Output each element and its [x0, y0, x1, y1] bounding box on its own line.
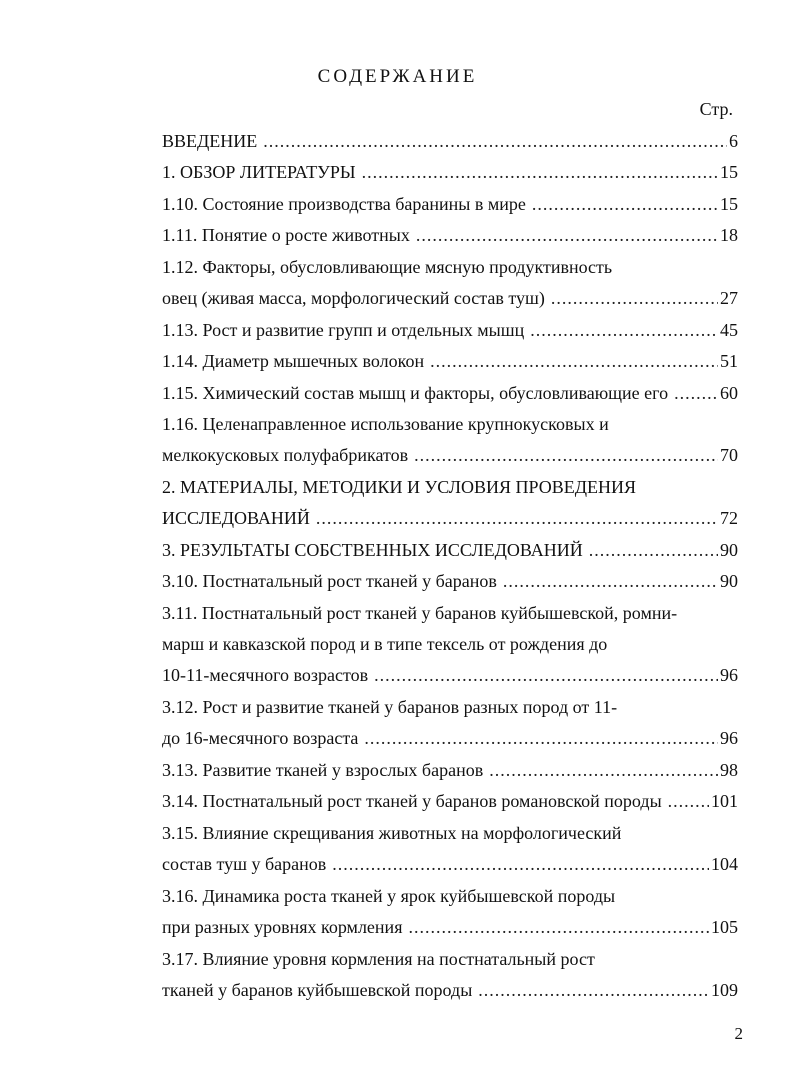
toc-entry-text: 3.13. Развитие тканей у взрослых баранов: [162, 760, 484, 780]
toc-entry-text: овец (живая масса, морфологический состав туш): [162, 288, 545, 308]
toc-entry-text: тканей у баранов куйбышевской породы: [162, 980, 473, 1000]
toc-entry-text: 3.12. Рост и развитие тканей у баранов разных пород от 11-: [162, 697, 618, 717]
page-title: СОДЕРЖАНИЕ: [317, 66, 478, 87]
toc-entry-page: 90: [720, 540, 738, 560]
toc-entry-text: мелкокусковых полуфабрикатов: [162, 445, 409, 465]
toc-entry-page: 109: [711, 980, 738, 1000]
toc-entry: [162, 600, 677, 626]
toc-entry: [162, 946, 595, 972]
toc-entry-page: 6: [729, 131, 738, 151]
toc-entry: [162, 694, 617, 720]
toc-leader-dots: [532, 191, 718, 217]
toc-leader-dots: [316, 505, 718, 531]
toc-entry-text: при разных уровнях кормления: [162, 917, 403, 937]
toc-entry-text: до 16-месячного возраста: [162, 728, 359, 748]
page-number: 2: [734, 1024, 743, 1043]
toc-entry: [162, 757, 738, 783]
toc-entry: [162, 474, 636, 500]
toc-leader-dots: [589, 537, 718, 563]
toc-entry-page: 51: [720, 351, 738, 371]
toc-entry: [162, 631, 607, 657]
toc-leader-dots: [408, 914, 709, 940]
toc-entry-text: 1.10. Состояние производства баранины в мире: [162, 194, 526, 214]
toc-entry-text: 1.12. Факторы, обусловливающие мясную продуктивность: [162, 257, 613, 277]
toc-leader-dots: [332, 851, 709, 877]
toc-entry: [162, 820, 621, 846]
toc-leader-dots: [668, 788, 709, 814]
toc-entry-text: 1. ОБЗОР ЛИТЕРАТУРЫ: [162, 162, 356, 182]
toc-entry-page: 105: [711, 917, 738, 937]
toc-entry-text: 3.11. Постнатальный рост тканей у баранов куйбышевской, ромни-: [162, 603, 678, 623]
toc-entry-text: 3.10. Постнатальный рост тканей у баранов: [162, 571, 497, 591]
toc-leader-dots: [263, 128, 727, 154]
toc-entry: [162, 254, 612, 280]
toc-entry-text: состав туш у баранов: [162, 854, 327, 874]
toc-entry-text: 3.14. Постнатальный рост тканей у баранов романовской породы: [162, 791, 662, 811]
toc-entry: [162, 442, 738, 468]
toc-entry: [162, 411, 609, 437]
toc-entry: [162, 317, 738, 343]
toc-entry-page: 96: [720, 728, 738, 748]
toc-entry: [162, 788, 738, 814]
toc-leader-dots: [364, 725, 718, 751]
toc-entry: [162, 380, 738, 406]
toc-entry-page: 96: [720, 665, 738, 685]
toc-entry-page: 98: [720, 760, 738, 780]
toc-leader-dots: [674, 380, 718, 406]
toc-entry-text: 1.15. Химический состав мышц и факторы, обусловливающие его: [162, 383, 669, 403]
toc-entry: [162, 128, 738, 154]
toc-entry: [162, 191, 738, 217]
toc-entry-page: 18: [720, 225, 738, 245]
toc-leader-dots: [551, 285, 718, 311]
toc-leader-dots: [414, 442, 718, 468]
toc-leader-dots: [489, 757, 718, 783]
toc-entry: [162, 977, 738, 1003]
toc-entry-page: 101: [711, 791, 738, 811]
toc-entry-text: 10-11-месячного возрастов: [162, 665, 369, 685]
toc-entry: [162, 285, 738, 311]
toc-entry-text: 1.14. Диаметр мышечных волокон: [162, 351, 425, 371]
toc-entry-page: 27: [720, 288, 738, 308]
toc-entry: [162, 222, 738, 248]
toc-entry-page: 15: [720, 162, 738, 182]
toc-entry-text: 3. РЕЗУЛЬТАТЫ СОБСТВЕННЫХ ИССЛЕДОВАНИЙ: [162, 540, 583, 560]
toc-entry-text: 3.16. Динамика роста тканей у ярок куйбышевской породы: [162, 886, 616, 906]
toc-entry: [162, 662, 738, 688]
toc-leader-dots: [530, 317, 718, 343]
toc-entry-text: ИССЛЕДОВАНИЙ: [162, 508, 310, 528]
toc-entry: [162, 568, 738, 594]
toc-entry-text: 2. МАТЕРИАЛЫ, МЕТОДИКИ И УСЛОВИЯ ПРОВЕДЕНИЯ: [162, 477, 636, 497]
toc-entry: [162, 914, 738, 940]
toc-entry-text: 3.17. Влияние уровня кормления на постнатальный рост: [162, 949, 595, 969]
toc-entry: [162, 851, 738, 877]
toc-entry-text: марш и кавказской пород и в типе тексель от рождения до: [162, 634, 608, 654]
page-column-label: Стр.: [699, 99, 733, 119]
toc-entry: [162, 505, 738, 531]
toc-entry-page: 60: [720, 383, 738, 403]
toc-entry: [162, 537, 738, 563]
toc-entry: [162, 883, 615, 909]
toc-entry-page: 72: [720, 508, 738, 528]
toc-leader-dots: [430, 348, 718, 374]
toc-entry-text: ВВЕДЕНИЕ: [162, 131, 258, 151]
toc-entry: [162, 348, 738, 374]
toc-leader-dots: [362, 159, 718, 185]
toc-leader-dots: [503, 568, 718, 594]
toc-leader-dots: [416, 222, 718, 248]
toc-entry-text: 1.13. Рост и развитие групп и отдельных мышц: [162, 320, 525, 340]
toc-entry-page: 104: [711, 854, 738, 874]
toc-entry-page: 45: [720, 320, 738, 340]
toc-leader-dots: [374, 662, 718, 688]
toc-entry-text: 1.16. Целенаправленное использование крупнокусковых и: [162, 414, 609, 434]
toc-entry: [162, 159, 738, 185]
toc-entry-text: 1.11. Понятие о росте животных: [162, 225, 410, 245]
toc-entry-text: 3.15. Влияние скрещивания животных на морфологический: [162, 823, 622, 843]
toc-leader-dots: [478, 977, 709, 1003]
toc-entry: [162, 725, 738, 751]
toc-entry-page: 15: [720, 194, 738, 214]
toc-entry-page: 90: [720, 571, 738, 591]
toc-entry-page: 70: [720, 445, 738, 465]
